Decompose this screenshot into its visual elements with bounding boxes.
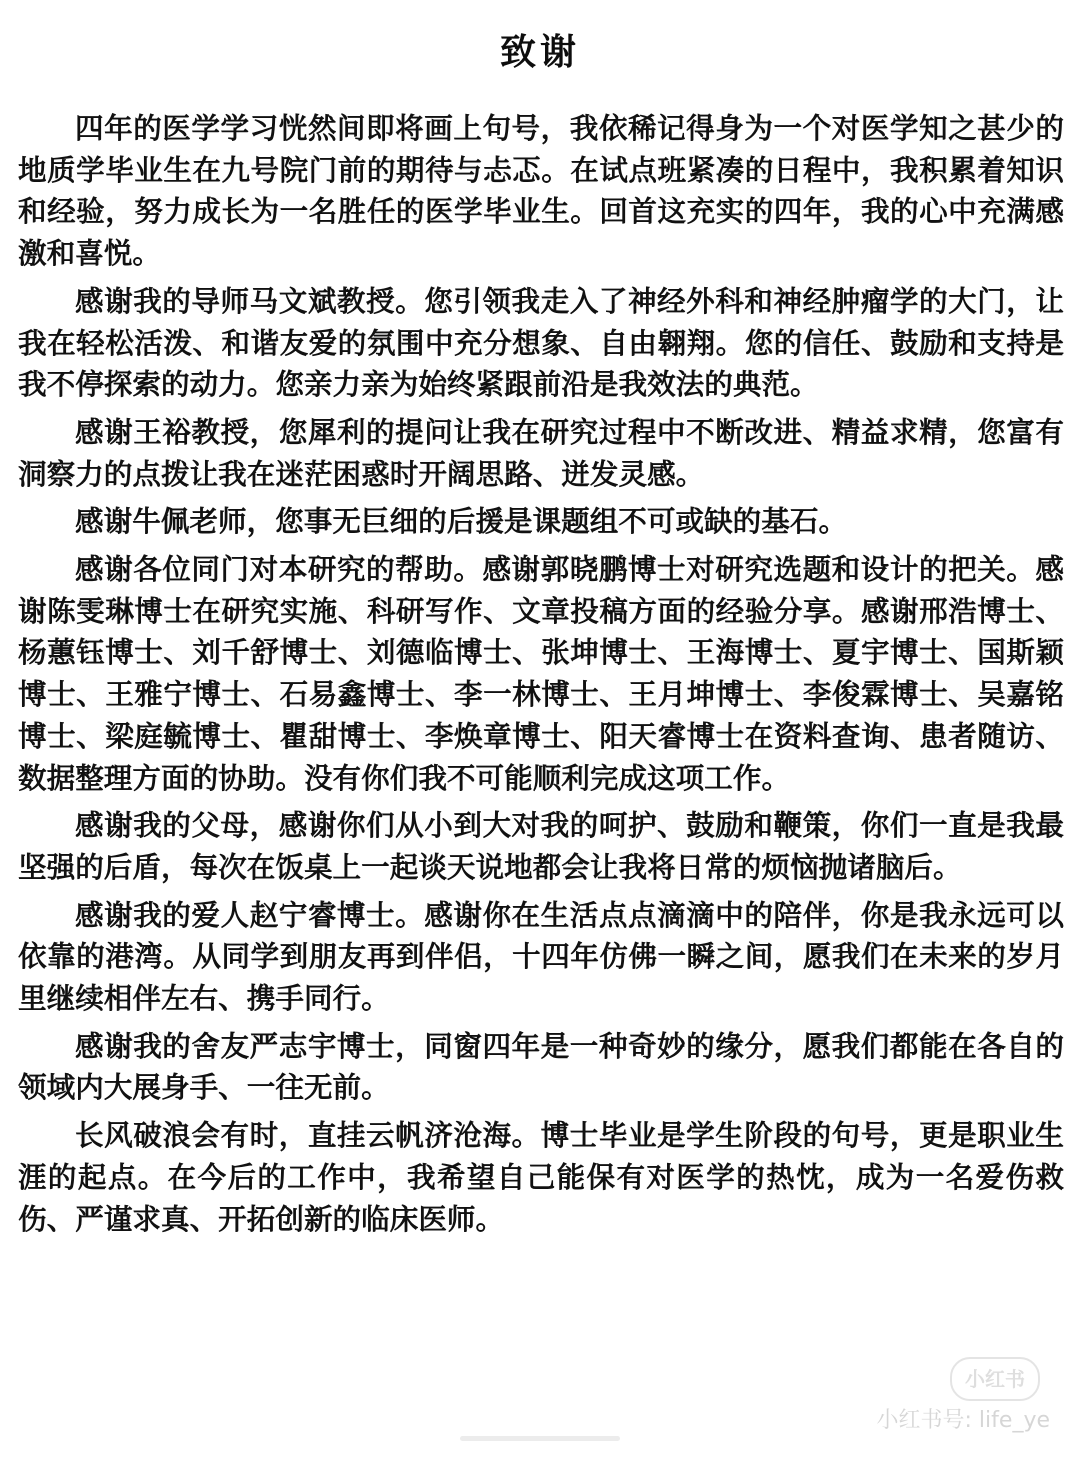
watermark-logo: 小红书 xyxy=(950,1357,1040,1401)
paragraph: 感谢牛佩老师，您事无巨细的后援是课题组不可或缺的基石。 xyxy=(75,504,848,539)
paragraph: 感谢我的爱人赵宁睿博士。感谢你在生活点点滴滴中的陪伴，你是我永远可以依靠的港湾。从同学到朋友再到伴侣，十四年仿佛一瞬之间，愿我们在未来的岁月里继续相伴左右、携手同行。 xyxy=(18,897,1064,1016)
paragraph: 感谢王裕教授，您犀利的提问让我在研究过程中不断改进、精益求精，您富有洞察力的点拨让我在迷茫困惑时开阔思路、迸发灵感。 xyxy=(18,414,1064,491)
paragraph: 长风破浪会有时，直挂云帆济沧海。博士毕业是学生阶段的句号，更是职业生涯的起点。在今后的工作中，我希望自己能保有对医学的热忱，成为一名爱伤救伤、严谨求真、开拓创新的临床医师。 xyxy=(18,1118,1064,1236)
document-title: 致谢 xyxy=(499,32,580,73)
document-body xyxy=(18,108,1064,1246)
paragraph: 感谢我的舍友严志宇博士，同窗四年是一种奇妙的缘分，愿我们都能在各自的领域内大展身手、一往无前。 xyxy=(18,1028,1064,1105)
watermark-user-id: 小红书号: life_ye xyxy=(876,1408,1050,1433)
paragraph: 感谢各位同门对本研究的帮助。感谢郭晓鹏博士对研究选题和设计的把关。感谢陈雯琳博士在研究实施、科研写作、文章投稿方面的经验分享。感谢邢浩博士、杨蕙钰博士、刘千舒博士、刘德临博士、张坤博士、王海博士、夏宇博士、国斯颖博士、王雅宁博士、石易鑫博士、李一林博士、王月坤博士、李俊霖博士、吴嘉铭博士、梁庭毓博士、瞿甜博士、李焕章博士、阳天睿博士在资料查询、患者随访、数据整理方面的协助。没有你们我不可能顺利完成这项工作。 xyxy=(18,552,1064,795)
paragraph: 四年的医学学习恍然间即将画上句号，我依稀记得身为一个对医学知之甚少的地质学毕业生在九号院门前的期待与忐忑。在试点班紧凑的日程中，我积累着知识和经验，努力成长为一名胜任的医学毕业生。回首这充实的四年，我的心中充满感激和喜悦。 xyxy=(18,111,1064,271)
paragraph: 感谢我的父母，感谢你们从小到大对我的呵护、鼓励和鞭策，你们一直是我最坚强的后盾，每次在饭桌上一起谈天说地都会让我将日常的烦恼抛诸脑后。 xyxy=(18,808,1064,884)
home-indicator[interactable] xyxy=(460,1436,620,1441)
paragraph: 感谢我的导师马文斌教授。您引领我走入了神经外科和神经肿瘤学的大门，让我在轻松活泼、和谐友爱的氛围中充分想象、自由翱翔。您的信任、鼓励和支持是我不停探索的动力。您亲力亲为始终紧跟前沿是我效法的典范。 xyxy=(18,283,1064,402)
